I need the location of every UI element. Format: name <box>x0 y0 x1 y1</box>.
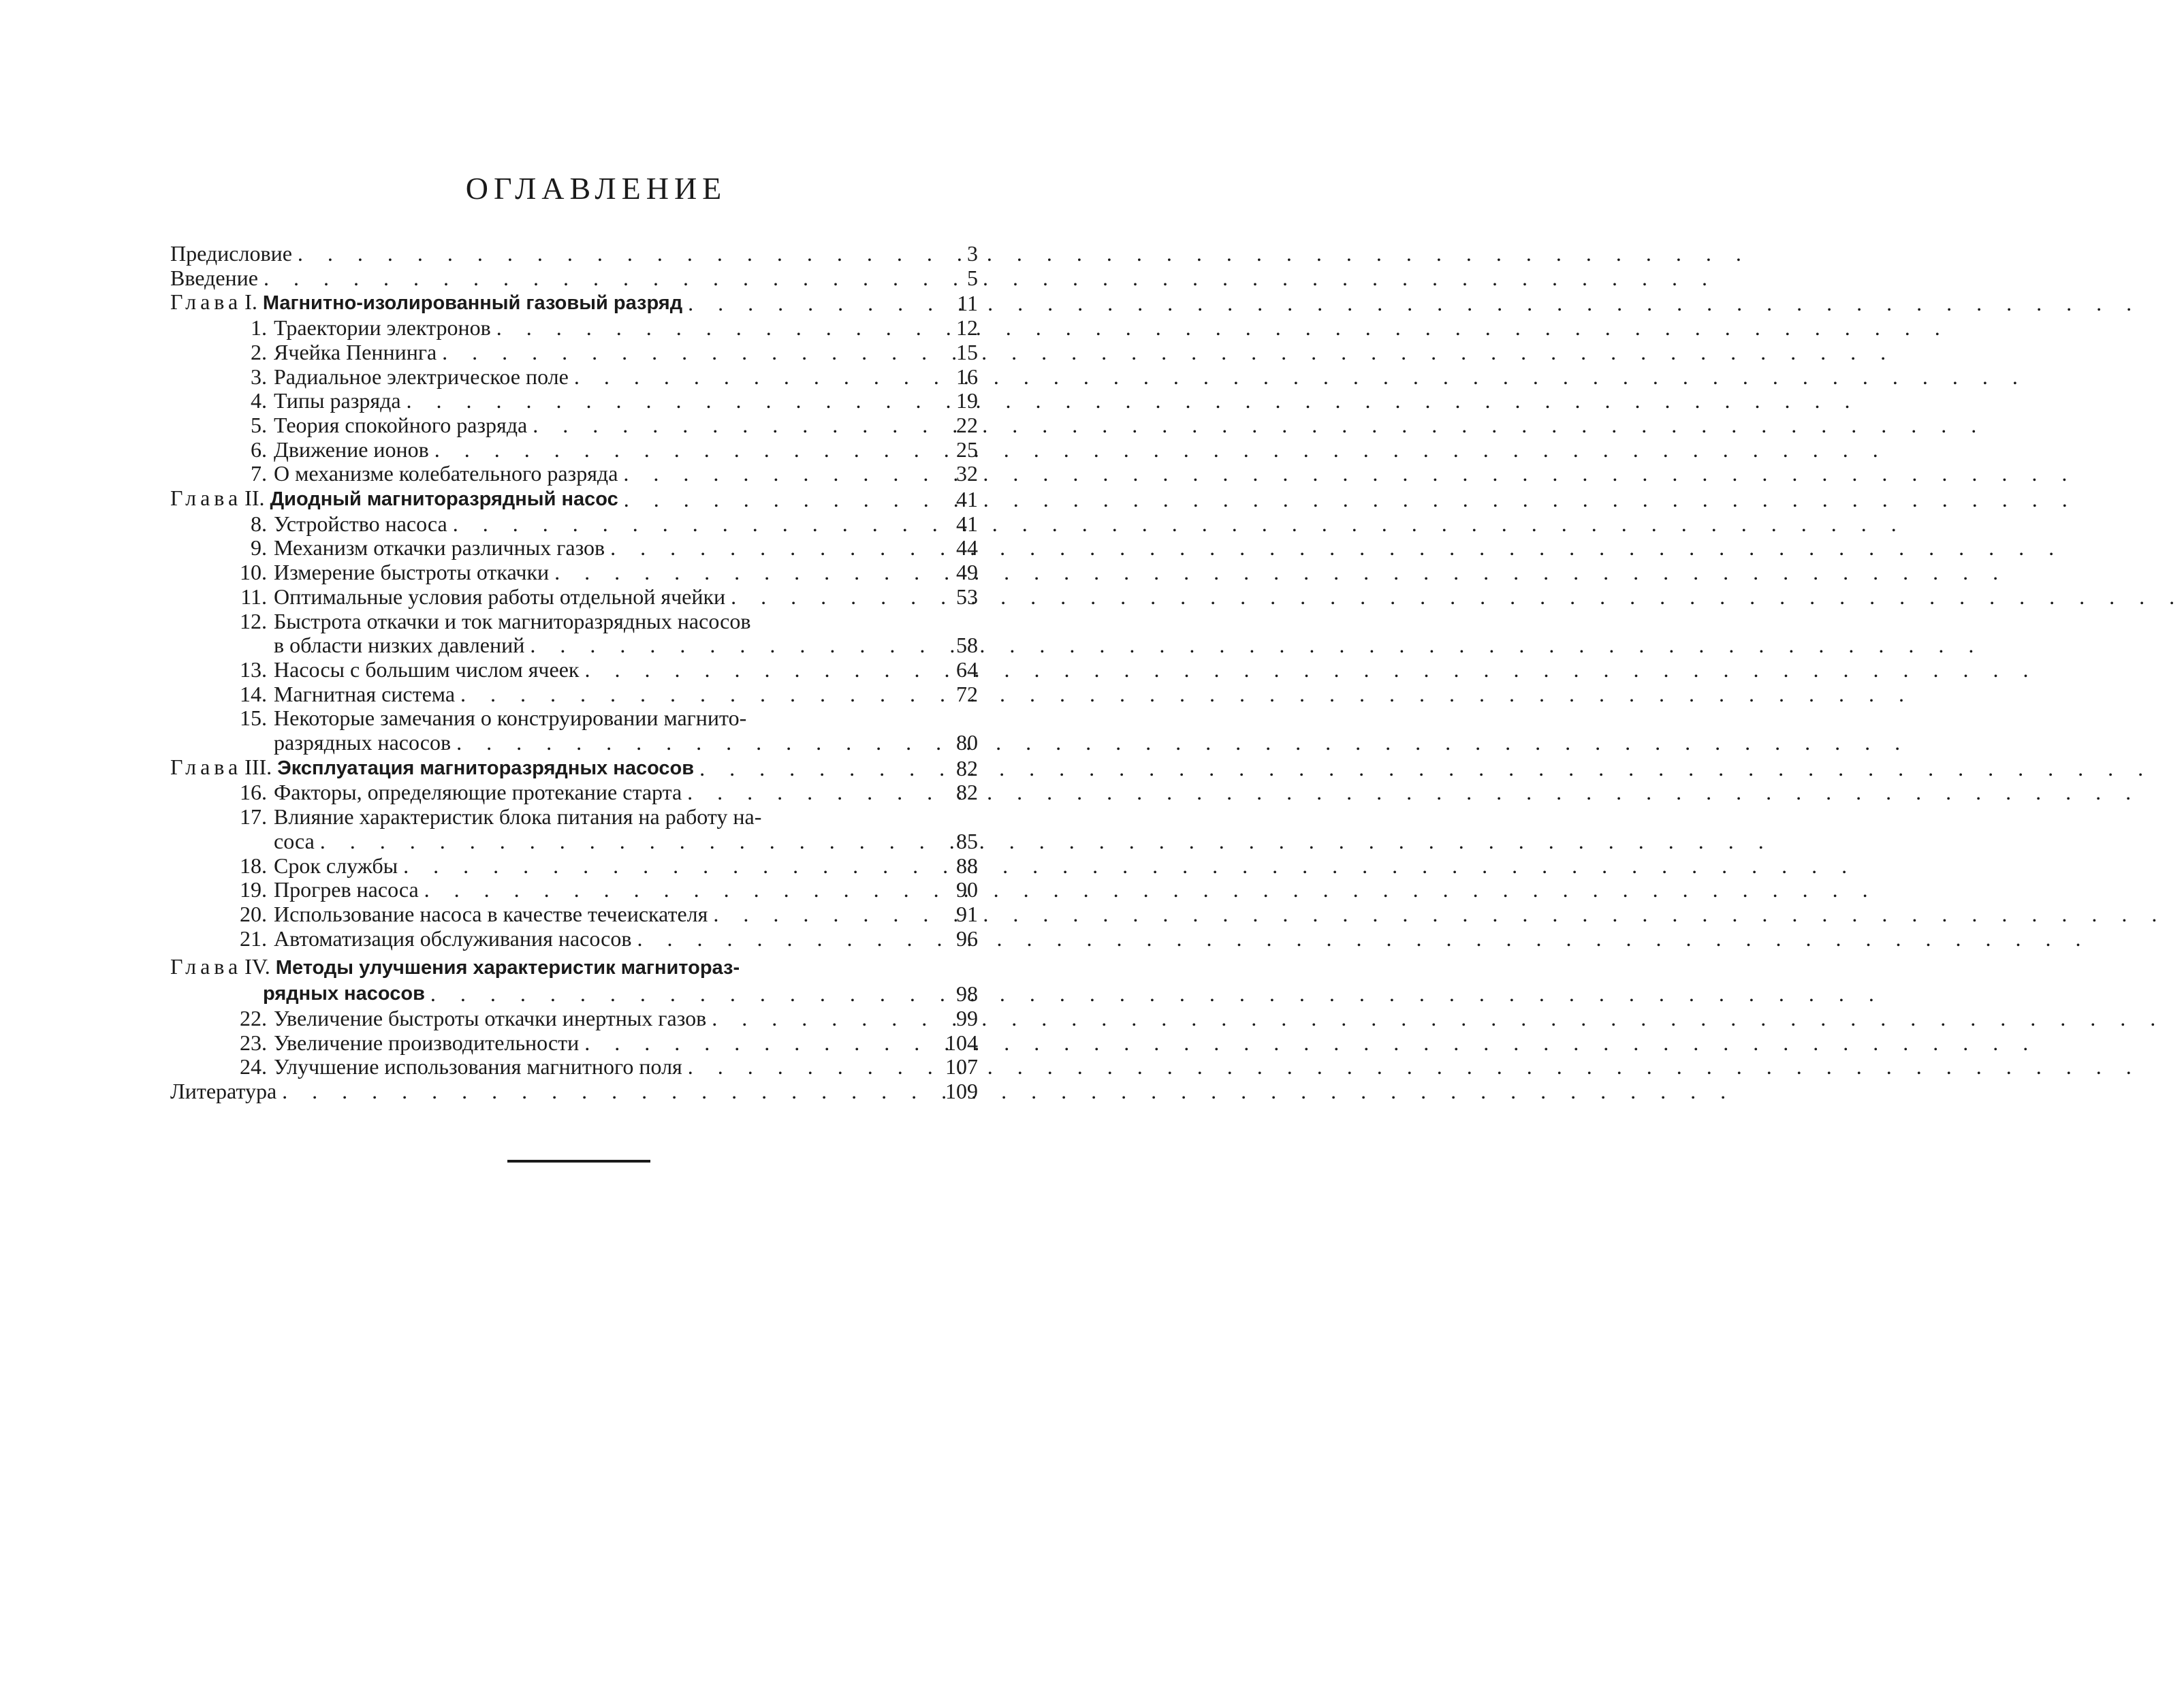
section-title: Улучшение использования магнитного поля <box>274 1054 682 1079</box>
section-number: 20. <box>240 901 267 926</box>
dot-leader <box>682 291 923 316</box>
chapter-word: Глава <box>170 289 242 315</box>
section-title: Траектории электронов <box>274 315 491 341</box>
toc-entry-preface[interactable] <box>170 242 981 266</box>
toc-section[interactable] <box>170 341 981 365</box>
toc-page-number: 32 <box>956 461 978 486</box>
section-title: Типы разряда <box>274 388 401 413</box>
toc-page-number: 64 <box>956 657 978 682</box>
page-title: ОГЛАВЛЕНИЕ <box>465 171 727 206</box>
dot-leader <box>491 316 923 341</box>
toc-page-number: 91 <box>956 901 978 926</box>
chapter-title: Эксплуатация магниторазрядных насосов <box>277 757 695 779</box>
dot-leader <box>618 462 923 486</box>
toc-page-number: 109 <box>945 1078 978 1103</box>
toc-page-number: 15 <box>956 339 978 364</box>
section-number: 3. <box>251 364 267 389</box>
toc-page-number: 19 <box>956 388 978 413</box>
chapter-number: III. <box>244 754 272 779</box>
chapter-number: II. <box>244 486 265 511</box>
section-number: 9. <box>251 535 267 561</box>
toc-page-number: 5 <box>967 265 978 290</box>
toc-page-number: 82 <box>956 755 978 780</box>
chapter-word: Глава <box>170 754 242 779</box>
closing-rule <box>507 1160 650 1163</box>
toc-page-number: 85 <box>956 828 978 853</box>
dot-leader <box>631 927 923 951</box>
toc-section[interactable] <box>170 462 981 486</box>
chapter-title: Магнитно-изолированный газовый разряд <box>262 292 683 315</box>
section-title: Увеличение быстроты откачки инертных газов <box>274 1005 707 1030</box>
section-number: 19. <box>240 877 267 902</box>
toc-entry-label: Литература <box>170 1078 277 1103</box>
toc-section[interactable] <box>170 561 981 585</box>
toc-page-number: 12 <box>956 315 978 341</box>
toc-page-number: 107 <box>945 1054 978 1079</box>
section-number: 14. <box>240 681 267 706</box>
section-title-line1: Влияние характеристик блока питания на работу на- <box>274 804 762 830</box>
dot-leader <box>419 878 923 902</box>
section-title: Теория спокойного разряда <box>274 412 528 437</box>
section-title: Автоматизация обслуживания насосов <box>274 926 632 951</box>
section-title: Насосы с большим числом ячеек <box>274 657 580 682</box>
dot-leader <box>706 1007 923 1031</box>
section-number: 22. <box>240 1005 267 1030</box>
section-number: 17. <box>240 804 267 830</box>
toc-section-first-line[interactable] <box>170 805 981 830</box>
toc-section[interactable] <box>170 438 981 462</box>
section-title: Радиальное электрическое поле <box>274 364 569 389</box>
dot-leader <box>618 488 923 512</box>
section-title: в области низких давлений <box>274 633 525 658</box>
dot-leader <box>549 561 923 585</box>
chapter-number: IV. <box>244 954 270 979</box>
toc-section[interactable] <box>170 389 981 413</box>
section-number: 10. <box>240 560 267 585</box>
section-title: разрядных насосов <box>274 730 452 755</box>
toc-section[interactable] <box>170 316 981 341</box>
dot-leader <box>447 512 923 537</box>
toc-entry-introduction[interactable] <box>170 266 981 291</box>
section-number: 6. <box>251 437 267 462</box>
toc-page-number: 104 <box>945 1030 978 1055</box>
section-title: Использование насоса в качестве течеискателя <box>274 901 708 926</box>
toc-section[interactable] <box>170 1031 981 1056</box>
section-title: Устройство насоса <box>274 511 447 536</box>
toc-page-number: 88 <box>956 853 978 878</box>
section-number: 1. <box>251 315 267 341</box>
dot-leader <box>425 982 923 1007</box>
section-number: 23. <box>240 1030 267 1055</box>
section-number: 16. <box>240 780 267 805</box>
section-title: Ячейка Пеннинга <box>274 339 437 364</box>
section-title-line1: Некоторые замечания о конструировании магнито- <box>274 706 747 731</box>
dot-leader <box>258 266 923 291</box>
section-title: Движение ионов <box>274 437 429 462</box>
section-number: 2. <box>251 339 267 364</box>
toc-page-number: 11 <box>957 291 978 316</box>
section-title: Срок службы <box>274 853 398 878</box>
section-number: 7. <box>251 461 267 486</box>
section-title: Увеличение производительности <box>274 1030 580 1055</box>
section-title: Измерение быстроты откачки <box>274 560 550 585</box>
dot-leader <box>579 1031 923 1056</box>
toc-section[interactable] <box>170 878 981 902</box>
chapter-title-line2: рядных насосов <box>263 983 425 1005</box>
dot-leader <box>455 682 923 707</box>
toc-chapter-4-first-line[interactable] <box>170 955 981 981</box>
chapter-word: Глава <box>170 486 242 511</box>
toc-chapter-4[interactable] <box>170 981 981 1007</box>
dot-leader <box>708 902 923 927</box>
section-title: Механизм откачки различных газов <box>274 535 605 561</box>
toc-section[interactable] <box>170 854 981 879</box>
toc-page-number: 90 <box>956 877 978 902</box>
toc-section[interactable] <box>170 1055 981 1079</box>
toc-section[interactable] <box>170 1007 981 1031</box>
dot-leader <box>579 658 923 682</box>
toc-page-number: 80 <box>956 730 978 755</box>
toc-page-number: 41 <box>956 511 978 536</box>
toc-page-number: 3 <box>967 241 978 266</box>
toc-section-continuation[interactable] <box>170 731 981 755</box>
section-title: Прогрев насоса <box>274 877 419 902</box>
toc-section-continuation[interactable] <box>170 633 981 658</box>
section-number: 24. <box>240 1054 267 1079</box>
toc-section[interactable] <box>170 512 981 537</box>
toc-page-number: 82 <box>956 780 978 805</box>
chapter-title: Диодный магниторазрядный насос <box>270 488 618 511</box>
dot-leader <box>524 633 923 658</box>
section-number: 13. <box>240 657 267 682</box>
toc-section[interactable] <box>170 682 981 707</box>
toc-page-number: 58 <box>956 633 978 658</box>
section-title: соса <box>274 828 315 853</box>
toc-chapter-2[interactable] <box>170 486 981 512</box>
toc-page-number: 44 <box>956 535 978 561</box>
dot-leader <box>401 389 923 413</box>
toc-entry-bibliography[interactable] <box>170 1079 981 1104</box>
toc-page-number: 96 <box>956 926 978 951</box>
toc-page-number: 25 <box>956 437 978 462</box>
section-title-line1: Быстрота откачки и ток магниторазрядных насосов <box>274 608 751 633</box>
toc-page-number: 72 <box>956 681 978 706</box>
toc-page-number: 99 <box>956 1005 978 1030</box>
chapter-word: Глава <box>170 954 242 979</box>
dot-leader <box>429 438 923 462</box>
toc-page-number: 16 <box>956 364 978 389</box>
chapter-number: I. <box>244 289 257 315</box>
toc-section-continuation[interactable] <box>170 830 981 854</box>
section-number: 8. <box>251 511 267 536</box>
toc-page-number: 49 <box>956 560 978 585</box>
section-title: Оптимальные условия работы отдельной ячейки <box>274 584 726 609</box>
toc-entry-label: Введение <box>170 265 258 290</box>
dot-leader <box>569 365 923 390</box>
toc-section[interactable] <box>170 927 981 951</box>
toc-chapter-1[interactable] <box>170 290 981 316</box>
section-number: 11. <box>240 584 267 609</box>
section-number: 5. <box>251 412 267 437</box>
dot-leader <box>694 757 923 781</box>
section-title: Магнитная система <box>274 681 456 706</box>
section-number: 15. <box>240 706 267 731</box>
chapter-title: Методы улучшения характеристик магнитораз- <box>275 957 740 979</box>
dot-leader <box>682 1055 923 1079</box>
section-title: Факторы, определяющие протекание старта <box>274 780 682 805</box>
dot-leader <box>292 242 923 266</box>
section-number: 12. <box>240 608 267 633</box>
dot-leader <box>725 585 923 610</box>
toc-section-first-line[interactable] <box>170 706 981 731</box>
section-number: 18. <box>240 853 267 878</box>
toc-section[interactable] <box>170 780 981 805</box>
toc-section[interactable] <box>170 585 981 610</box>
toc-section[interactable] <box>170 902 981 927</box>
toc-section[interactable] <box>170 365 981 390</box>
toc-section[interactable] <box>170 536 981 561</box>
dot-leader <box>437 341 923 365</box>
dot-leader <box>682 780 923 805</box>
section-number: 21. <box>240 926 267 951</box>
toc-page-number: 98 <box>956 981 978 1007</box>
toc-entry-label: Предисловие <box>170 241 292 266</box>
toc-section[interactable] <box>170 413 981 438</box>
dot-leader <box>527 413 923 438</box>
toc-page-number: 53 <box>956 584 978 609</box>
dot-leader <box>605 536 923 561</box>
toc-page-number: 41 <box>956 487 978 512</box>
dot-leader <box>451 731 923 755</box>
toc-section[interactable] <box>170 658 981 682</box>
toc-section-first-line[interactable] <box>170 610 981 634</box>
section-title: О механизме колебательного разряда <box>274 461 618 486</box>
toc-chapter-3[interactable] <box>170 755 981 781</box>
dot-leader <box>276 1079 923 1104</box>
dot-leader <box>398 854 923 879</box>
dot-leader <box>315 830 923 854</box>
table-of-contents <box>170 242 981 1104</box>
toc-page-number: 22 <box>956 412 978 437</box>
section-number: 4. <box>251 388 267 413</box>
